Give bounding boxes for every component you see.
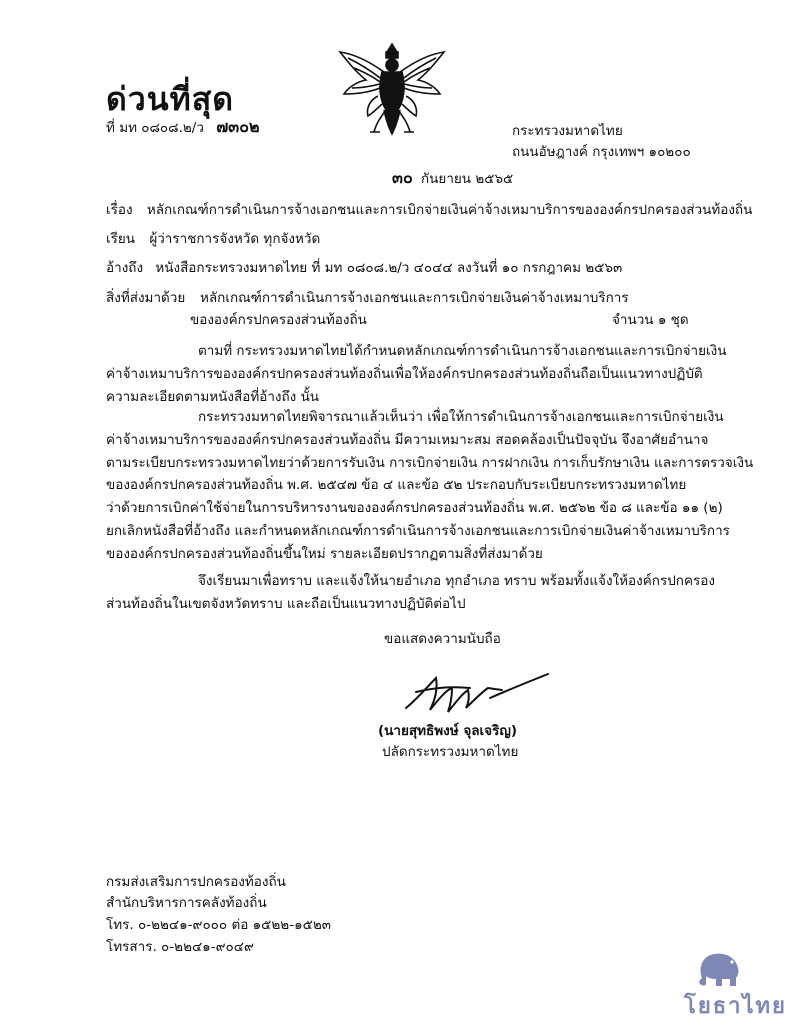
footer-phone: โทร. ๐-๒๒๔๑-๙๐๐๐ ต่อ ๑๕๒๒-๑๕๒๓ xyxy=(106,917,331,933)
enclosure-label: สิ่งที่ส่งมาด้วย xyxy=(106,290,186,306)
closing-salutation: ขอแสดงความนับถือ xyxy=(384,631,501,647)
enclosure-line-1: หลักเกณฑ์การดำเนินการจ้างเอกชนและการเบิกจ่ายเงินค่าจ้างเหมาบริการ xyxy=(200,290,629,306)
footer-department: กรมส่งเสริมการปกครองท้องถิ่น xyxy=(106,874,286,890)
body-paragraph-1 xyxy=(106,340,727,408)
subject-text: หลักเกณฑ์การดำเนินการจ้างเอกชนและการเบิกจ่ายเงินค่าจ้างเหมาบริการขององค์กรปกครองส่วนท้องถิ่น xyxy=(146,202,753,218)
watermark-text: โยธาไทย xyxy=(684,994,787,1019)
reference-label: อ้างถึง xyxy=(106,260,144,276)
recipient-label: เรียน xyxy=(106,231,136,247)
reference-number-handwritten: ๗๓๐๒ xyxy=(216,117,260,136)
enclosure-line-2: ขององค์กรปกครองส่วนท้องถิ่น xyxy=(190,312,367,328)
paragraph-line: ค่าจ้างเหมาบริการขององค์กรปกครองส่วนท้องถิ่น มีความเหมาะสม สอดคล้องเป็นปัจจุบัน จึงอาศัยอำนาจ xyxy=(106,431,709,448)
subject-line xyxy=(106,201,752,219)
reference-number xyxy=(106,118,260,137)
ministry-address: ถนนอัษฎางค์ กรุงเทพฯ ๑๐๒๐๐ xyxy=(512,144,691,160)
recipient-text: ผู้ว่าราชการจังหวัด ทุกจังหวัด xyxy=(149,231,321,247)
paragraph-line: ขององค์กรปกครองส่วนท้องถิ่น พ.ศ. ๒๕๔๗ ข้อ ๔ และข้อ ๕๒ ประกอบกับระเบียบกระทรวงมหาดไทย xyxy=(106,477,687,494)
footer-office: สำนักบริหารการคลังท้องถิ่น xyxy=(106,895,267,911)
reference-number-label: ที่ มท ๐๘๐๘.๒/ว xyxy=(106,120,204,136)
paragraph-line: กระทรวงมหาดไทยพิจารณาแล้วเห็นว่า เพื่อให้การดำเนินการจ้างเอกชนและการเบิกจ่ายเงิน xyxy=(198,409,724,425)
paragraph-line: ความละเอียดตามหนังสือที่อ้างถึง นั้น xyxy=(106,388,320,405)
body-paragraph-3 xyxy=(106,570,715,616)
paragraph-line: ยกเลิกหนังสือที่อ้างถึง และกำหนดหลักเกณฑ์การดำเนินการจ้างเอกชนและการเบิกจ่ายเงินค่าจ้างเหมาบริการ xyxy=(106,522,730,539)
elephant-icon xyxy=(692,948,744,988)
signature-icon xyxy=(398,668,558,720)
paragraph-line: ตามที่ กระทรวงมหาดไทยได้กำหนดหลักเกณฑ์การดำเนินการจ้างเอกชนและการเบิกจ่ายเงิน xyxy=(198,343,727,359)
date-month-year: กันยายน ๒๕๖๕ xyxy=(421,171,514,187)
footer-fax: โทรสาร. ๐-๒๒๔๑-๙๐๔๙ xyxy=(106,939,254,955)
recipient-line xyxy=(106,230,320,248)
body-paragraph-2 xyxy=(106,406,754,566)
paragraph-line: ส่วนท้องถิ่นในเขตจังหวัดทราบ และถือเป็นแนวทางปฏิบัติต่อไป xyxy=(106,595,466,612)
reference-text: หนังสือกระทรวงมหาดไทย ที่ มท ๐๘๐๘.๒/ว ๔๐๔๔ ลงวันที่ ๑๐ กรกฎาคม ๒๕๖๓ xyxy=(155,260,623,276)
ministry-name: กระทรวงมหาดไทย xyxy=(512,123,623,139)
signer-title: ปลัดกระทรวงมหาดไทย xyxy=(382,744,519,760)
date-handwritten: ๓๐ xyxy=(392,168,413,187)
paragraph-line: จึงเรียนมาเพื่อทราบ และแจ้งให้นายอำเภอ ทุกอำเภอ ทราบ พร้อมทั้งแจ้งให้องค์กรปกครอง xyxy=(198,573,715,589)
paragraph-line: ว่าด้วยการเบิกค่าใช้จ่ายในการบริหารงานขององค์กรปกครองส่วนท้องถิ่น พ.ศ. ๒๕๖๒ ข้อ ๘ และข้อ ๑๑ (๒) xyxy=(106,500,723,517)
paragraph-line: ค่าจ้างเหมาบริการขององค์กรปกครองส่วนท้องถิ่นเพื่อให้องค์กรปกครองส่วนท้องถิ่นถือเป็นแนวทางปฏิบัติ xyxy=(106,365,703,382)
reference-line xyxy=(106,259,622,277)
subject-label: เรื่อง xyxy=(106,202,133,218)
paragraph-line: ขององค์กรปกครองส่วนท้องถิ่นขึ้นใหม่ รายละเอียดปรากฏตามสิ่งที่ส่งมาด้วย xyxy=(106,545,543,562)
garuda-emblem-icon xyxy=(334,38,450,138)
paragraph-line: ตามระเบียบกระทรวงมหาดไทยว่าด้วยการรับเงิน การเบิกจ่ายเงิน การฝากเงิน การเก็บรักษาเงิน และการตรวจเงิน xyxy=(106,454,754,471)
urgency-heading: ด่วนที่สุด xyxy=(106,80,235,118)
letter-date xyxy=(392,169,513,188)
signer-name: (นายสุทธิพงษ์ จุลเจริญ) xyxy=(378,723,517,739)
enclosure-count: จำนวน ๑ ชุด xyxy=(612,312,689,328)
